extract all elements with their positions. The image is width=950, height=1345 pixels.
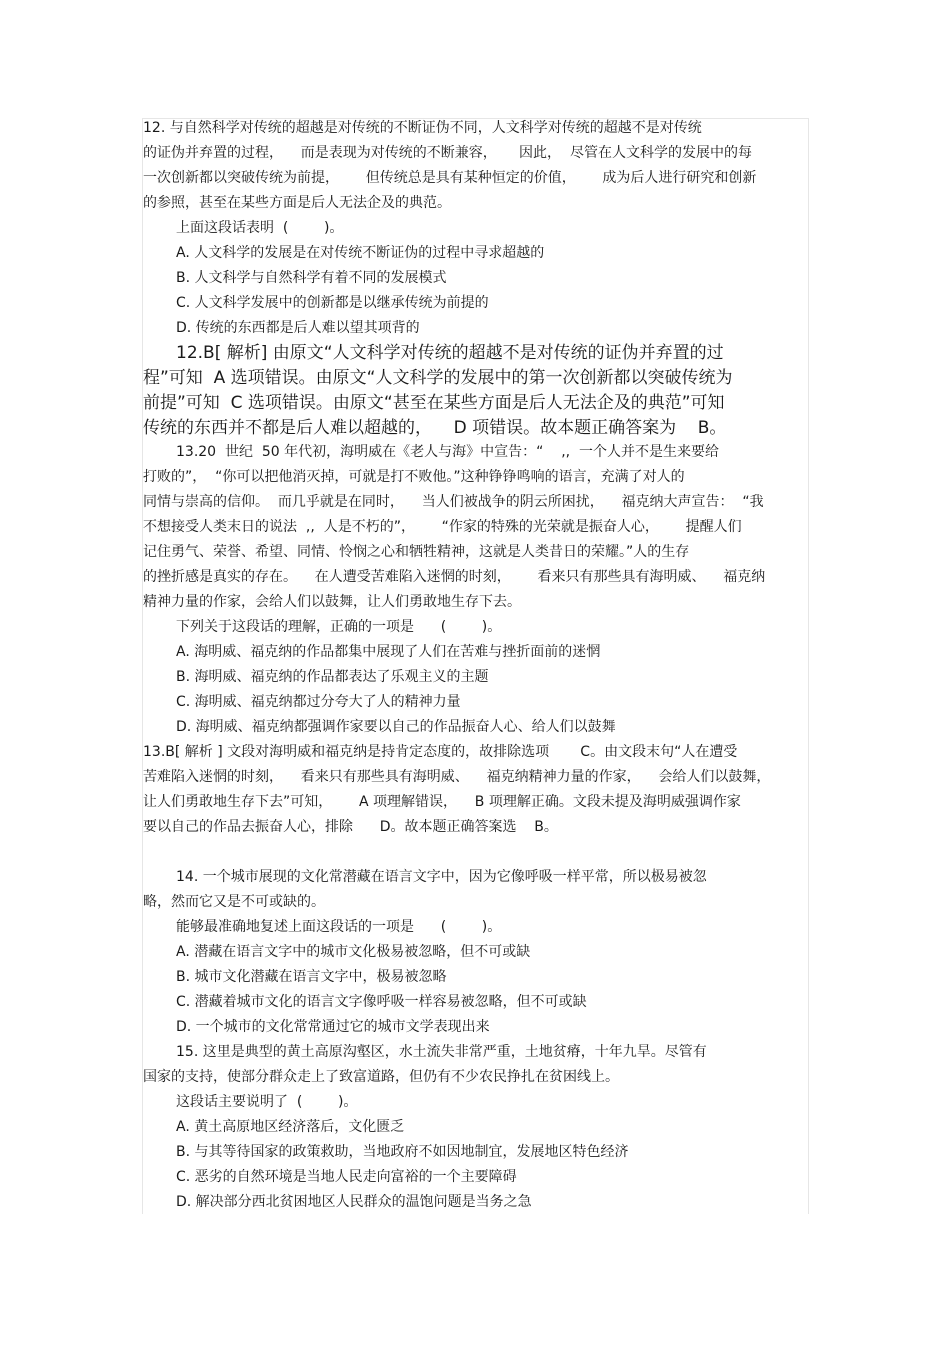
q13-analysis-line: 要以自己的作品去振奋人心，排除 D。故本题正确答案选 B。 (143, 819, 558, 835)
q13-stem-line: 记住勇气、荣誉、希望、同情、怜悯之心和牺牲精神，这就是人类昔日的荣耀。”人的生存 (143, 544, 690, 560)
q15-option-b: B. 与其等待国家的政策救助，当地政府不如因地制宜，发展地区特色经济 (176, 1144, 629, 1160)
q12-stem-line: 的证伪并弃置的过程， 而是表现为对传统的不断兼容， 因此， 尽管在人文科学的发展中的每 (143, 145, 752, 161)
q12-option-b: B. 人文科学与自然科学有着不同的发展模式 (176, 270, 447, 286)
q12-stem-line: 12. 与自然科学对传统的超越是对传统的不断证伪不同，人文科学对传统的超越不是对传统 (143, 120, 702, 136)
q13-stem-line: 的挫折感是真实的存在。 在人遭受苦难陷入迷惘的时刻， 看来只有那些具有海明威、 福克纳 (143, 569, 766, 585)
q12-analysis-line: 程”可知 A 选项错误。由原文“人文科学的发展中的第一次创新都以突破传统为 (143, 368, 733, 388)
q12-stem-line: 一次创新都以突破传统为前提， 但传统总是具有某种恒定的价值， 成为后人进行研究和创新 (143, 170, 757, 186)
q12-prompt: 上面这段话表明 ( )。 (176, 220, 344, 236)
q12-stem-line: 的参照，甚至在某些方面是后人无法企及的典范。 (143, 195, 451, 211)
q14-option-d: D. 一个城市的文化常常通过它的城市文学表现出来 (176, 1019, 490, 1035)
q13-prompt: 下列关于这段话的理解，正确的一项是 ( )。 (176, 619, 502, 635)
q14-stem-line: 略，然而它又是不可或缺的。 (143, 894, 325, 910)
q13-stem-line: 打败的”， “你可以把他消灭掉，可就是打不败他。”这种铮铮鸣响的语言，充满了对人的 (143, 469, 685, 485)
q13-analysis-line: 13.B[ 解析 ] 文段对海明威和福克纳是持肯定态度的，故排除选项 C。由文段末句“人在遭受 (143, 744, 738, 760)
q14-option-b: B. 城市文化潜藏在语言文字中，极易被忽略 (176, 969, 447, 985)
q12-analysis-line: 12.B[ 解析] 由原文“人文科学对传统的超越不是对传统的证伪并弃置的过 (176, 343, 724, 363)
q12-analysis-line: 前提”可知 C 选项错误。由原文“甚至在某些方面是后人无法企及的典范”可知 (143, 393, 725, 413)
q12-option-c: C. 人文科学发展中的创新都是以继承传统为前提的 (176, 295, 489, 311)
q14-option-a: A. 潜藏在语言文字中的城市文化极易被忽略，但不可或缺 (176, 944, 531, 960)
q15-option-c: C. 恶劣的自然环境是当地人民走向富裕的一个主要障碍 (176, 1169, 517, 1185)
q13-option-d: D. 海明威、福克纳都强调作家要以自己的作品振奋人心、给人们以鼓舞 (176, 719, 616, 735)
q14-option-c: C. 潜藏着城市文化的语言文字像呼吸一样容易被忽略，但不可或缺 (176, 994, 587, 1010)
q15-option-d: D. 解决部分西北贫困地区人民群众的温饱问题是当务之急 (176, 1194, 532, 1210)
q15-stem-line: 国家的支持，使部分群众走上了致富道路，但仍有不少农民挣扎在贫困线上。 (143, 1069, 619, 1085)
q14-stem-line: 14. 一个城市展现的文化常潜藏在语言文字中，因为它像呼吸一样平常，所以极易被忽 (176, 869, 707, 885)
q12-analysis-line: 传统的东西并不都是后人难以超越的， D 项错误。故本题正确答案为 B。 (143, 418, 727, 438)
q13-analysis-line: 苦难陷入迷惘的时刻， 看来只有那些具有海明威、 福克纳精神力量的作家， 会给人们以鼓舞， (143, 769, 771, 785)
q13-analysis-line: 让人们勇敢地生存下去”可知， A 项理解错误， B 项理解正确。文段未提及海明威强调作家 (143, 794, 741, 810)
q14-prompt: 能够最准确地复述上面这段话的一项是 ( )。 (176, 919, 502, 935)
q13-option-a: A. 海明威、福克纳的作品都集中展现了人们在苦难与挫折面前的迷惘 (176, 644, 601, 660)
q13-stem-line: 13.20 世纪 50 年代初，海明威在《老人与海》中宣告：“ ,, 一个人并不是生来要给 (176, 444, 719, 460)
q12-option-a: A. 人文科学的发展是在对传统不断证伪的过程中寻求超越的 (176, 245, 545, 261)
q15-option-a: A. 黄土高原地区经济落后，文化匮乏 (176, 1119, 405, 1135)
q13-option-b: B. 海明威、福克纳的作品都表达了乐观主义的主题 (176, 669, 489, 685)
q15-prompt: 这段话主要说明了 ( )。 (176, 1094, 358, 1110)
q13-stem-line: 同情与崇高的信仰。 而几乎就是在同时， 当人们被战争的阴云所困扰， 福克纳大声宣告： “我 (143, 494, 764, 510)
q15-stem-line: 15. 这里是典型的黄土高原沟壑区，水土流失非常严重，土地贫瘠，十年九旱。尽管有 (176, 1044, 707, 1060)
q12-option-d: D. 传统的东西都是后人难以望其项背的 (176, 320, 420, 336)
q13-stem-line: 不想接受人类末日的说法 ,, 人是不朽的”， “作家的特殊的光荣就是振奋人心， 提醒人们 (143, 519, 742, 535)
q13-option-c: C. 海明威、福克纳都过分夸大了人的精神力量 (176, 694, 461, 710)
q13-stem-line: 精神力量的作家，会给人们以鼓舞，让人们勇敢地生存下去。 (143, 594, 521, 610)
